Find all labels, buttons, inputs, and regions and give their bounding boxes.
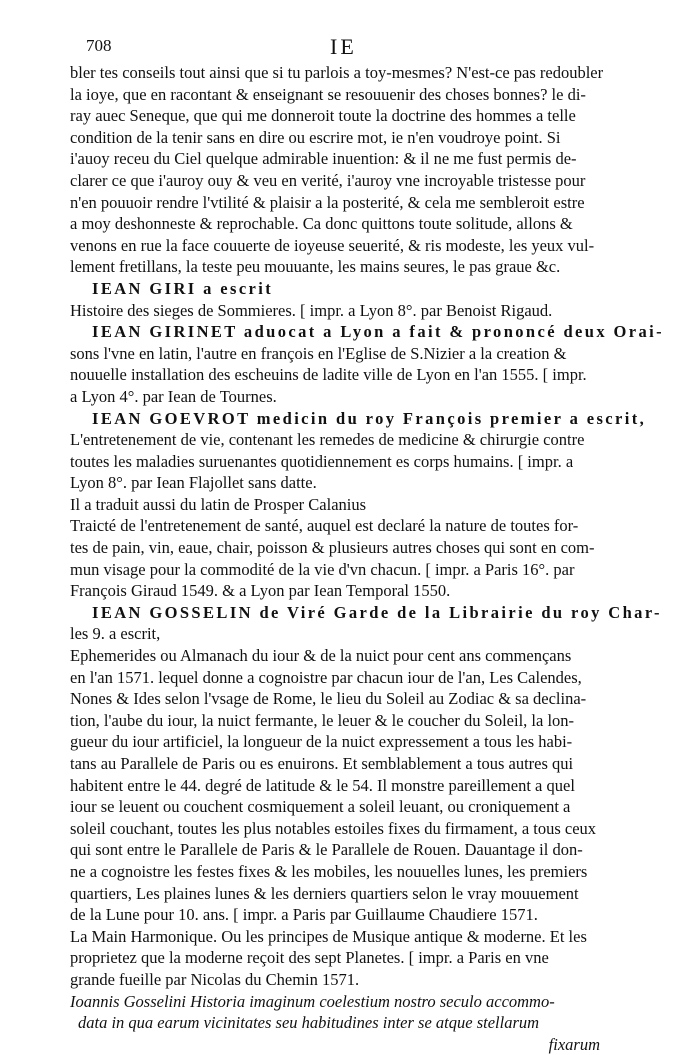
text-line: grande fueille par Nicolas du Chemin 1571. xyxy=(70,969,360,989)
text-line: iour se leuent ou couchent cosmiquement a soleil leuant, ou croniquement a xyxy=(70,797,571,817)
text-line: Ioannis Gosselini Historia imaginum coelestium nostro seculo accommo- xyxy=(70,991,555,1011)
text-line: ray auec Seneque, que qui me donneroit toute la doctrine des hommes a telle xyxy=(70,106,576,126)
text-line: condition de la tenir sans en dire ou escrire mot, ie n'en voudroye point. Si xyxy=(70,127,561,147)
catchword: fixarum xyxy=(548,1034,600,1054)
text-line: la ioye, que en racontant & enseignant se resouuenir des choses bonnes? le di- xyxy=(70,84,586,104)
text-line: sons l'vne en latin, l'autre en françois en l'Eglise de S.Nizier a la creation & xyxy=(70,343,567,363)
text-line: mun visage pour la commodité de la vie d'vn chacun. [ impr. a Paris 16°. par xyxy=(70,559,575,579)
author-heading: IEAN GIRI a escrit xyxy=(92,278,274,298)
text-line: tion, l'aube du iour, la nuict fermante, le leuer & le coucher du Soleil, la lon- xyxy=(70,710,575,730)
text-line: Histoire des sieges de Sommieres. [ impr. a Lyon 8°. par Benoist Rigaud. xyxy=(70,300,553,320)
text-line: La Main Harmonique. Ou les principes de Musique antique & moderne. Et les xyxy=(70,926,587,946)
text-line: n'en pouuoir rendre l'vtilité & plaisir a la posterité, & cela me sembleroit estre xyxy=(70,192,585,212)
page-header xyxy=(0,34,696,62)
text-line: en l'an 1571. lequel donne a cognoistre par chacun iour de l'an, Les Calendes, xyxy=(70,667,582,687)
text-line: tans au Parallele de Paris ou es enuirons. Et semblablement a tous autres qui xyxy=(70,754,574,773)
author-heading: IEAN GIRINET aduocat a Lyon a fait & prononcé deux Orai- xyxy=(92,322,665,342)
text-line: a moy deshonneste & reprochable. Ca donc quittons toute solitude, allons & xyxy=(70,214,573,234)
text-line: de la Lune pour 10. ans. [ impr. a Paris par Guillaume Chaudiere 1571. xyxy=(70,905,538,925)
text-line: quartiers, Les plaines lunes & les derniers quartiers selon le vray mouuement xyxy=(70,883,579,903)
text-line: nouuelle installation des escheuins de ladite ville de Lyon en l'an 1555. [ impr. xyxy=(70,365,587,385)
page-number: 708 xyxy=(86,36,112,55)
text-line: François Giraud 1549. & a Lyon par Iean Temporal 1550. xyxy=(70,581,451,601)
text-line: clarer ce que i'auroy ouy & veu en verité, i'auroy vne incroyable tristesse pour xyxy=(70,170,586,190)
text-line: lement fretillans, la teste peu mouuante, les mains seures, le pas graue &c. xyxy=(70,257,561,277)
text-line: proprietez que la moderne reçoit des sept Planetes. [ impr. a Paris en vne xyxy=(70,948,549,968)
text-line: Ephemerides ou Almanach du iour & de la nuict pour cent ans commençans xyxy=(70,646,572,666)
text-line: L'entretenement de vie, contenant les remedes de medicine & chirurgie contre xyxy=(70,430,585,450)
body-text xyxy=(70,62,665,1055)
text-line: venons en rue la face couuerte de ioyeuse seuerité, & ris modeste, les yeux vul- xyxy=(70,235,595,255)
author-heading: IEAN GOSSELIN de Viré Garde de la Librairie du roy Char- xyxy=(92,602,662,622)
text-line: qui sont entre le Parallele de Paris & le Parallele de Rouen. Dauantage il don- xyxy=(70,840,583,860)
text-line: Lyon 8°. par Iean Flajollet sans datte. xyxy=(70,473,317,493)
text-line: soleil couchant, toutes les plus notables estoiles fixes du firmament, a tous ceux xyxy=(70,818,597,838)
text-line: a Lyon 4°. par Iean de Tournes. xyxy=(70,386,277,406)
text-line: habitent entre le 44. degré de latitude & le 54. Il monstre pareillement a quel xyxy=(70,775,575,795)
text-line: i'auoy receu du Ciel quelque admirable inuention: & il ne me fust permis de- xyxy=(70,149,577,169)
text-line: Traicté de l'entretenement de santé, auquel est declaré la nature de toutes for- xyxy=(70,516,579,536)
text-line: gueur du iour artificiel, la longueur de la nuict expressement a tous les habi- xyxy=(70,732,573,752)
text-line: Il a traduit aussi du latin de Prosper Calanius xyxy=(70,494,367,514)
text-line: tes de pain, vin, eaue, chair, poisson & plusieurs autres choses qui sont en com- xyxy=(70,538,595,558)
text-line: bler tes conseils tout ainsi que si tu parlois a toy-mesmes? N'est-ce pas redoubler xyxy=(70,63,604,82)
text-line: ne a cognoistre les festes fixes & les mobiles, les nouuelles lunes, les premiers xyxy=(70,861,588,881)
text-line: les 9. a escrit, xyxy=(70,624,161,644)
text-line: Nones & Ides selon l'vsage de Rome, le lieu du Soleil au Zodiac & sa declina- xyxy=(70,689,587,709)
text-line: data in qua earum vicinitates seu habitudines inter se atque stellarum xyxy=(78,1013,540,1033)
text-line: toutes les maladies suruenantes quotidiennement es corps humains. [ impr. a xyxy=(70,451,574,471)
author-heading: IEAN GOEVROT medicin du roy François premier a escrit, xyxy=(92,408,647,428)
running-title: IE xyxy=(330,34,357,59)
